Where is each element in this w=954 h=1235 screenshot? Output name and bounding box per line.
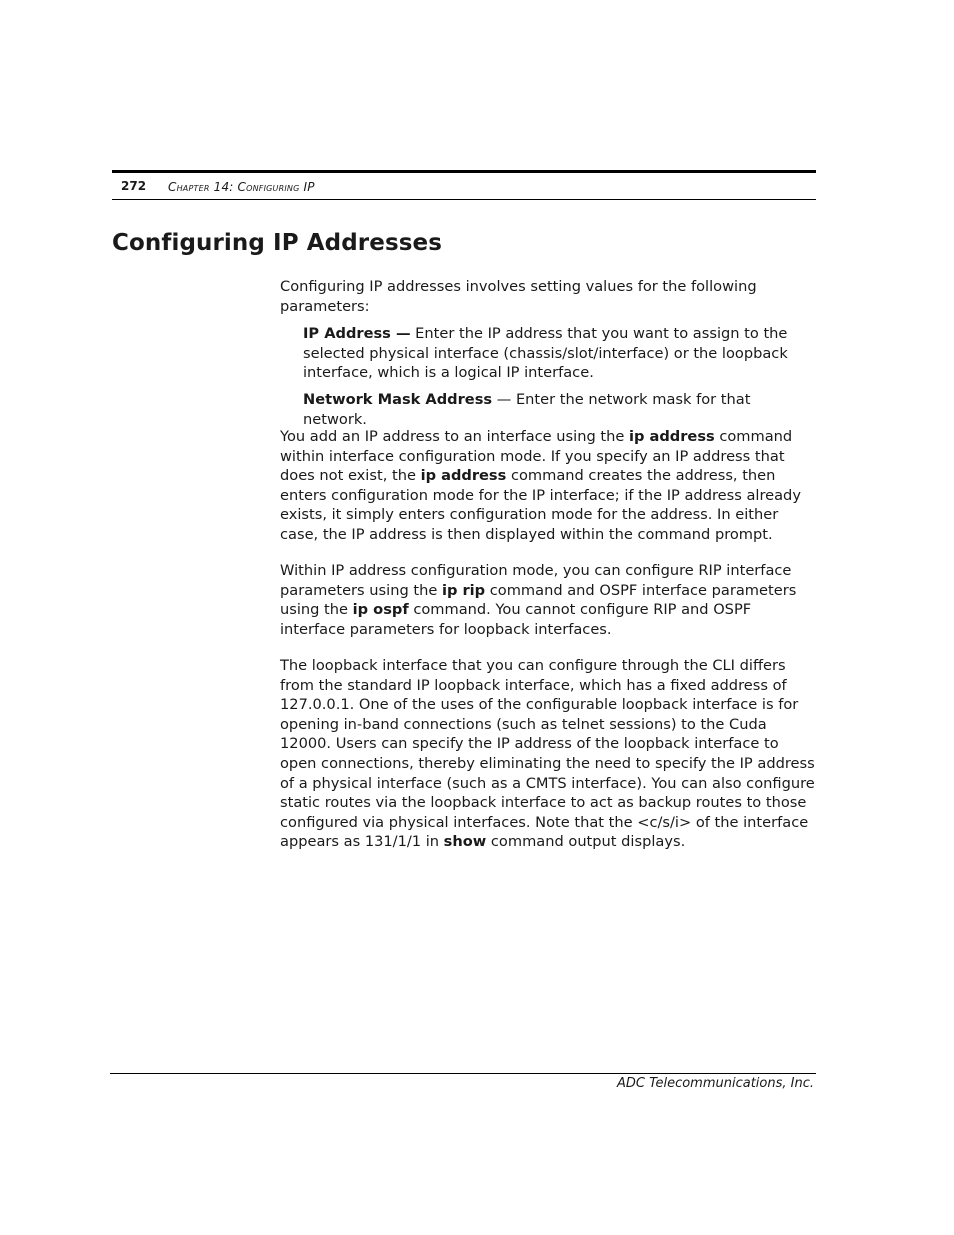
text-run: command output displays. xyxy=(486,833,686,851)
definition-description: Enter the IP address that you want to assign to the selected physical interface (chassis/slot/interface) or the loopback interface, which is a logical IP interface. xyxy=(303,325,788,382)
definition-network-mask xyxy=(303,390,816,429)
text-run: command creates the address, then enters configuration mode for the IP interface; if the IP address already exists, it simply enters configuration mode for the address. In either case, the IP address is then displayed within the command prompt. xyxy=(280,467,801,543)
running-head: Chapter 14: Configuring IP xyxy=(168,180,315,194)
command-name: ip ospf xyxy=(352,601,409,619)
command-name: ip address xyxy=(628,428,715,445)
definition-description: — Enter the network mask for that network. xyxy=(303,391,751,428)
text-run: command within interface configuration mode. If you specify an IP address that does not exist, the xyxy=(280,428,793,485)
footer-rule xyxy=(110,1073,816,1074)
paragraph-ip-address-command xyxy=(280,427,816,545)
text-run: command. You cannot configure RIP and OSPF interface parameters for loopback interfaces. xyxy=(280,601,752,638)
text-run: command and OSPF interface parameters using the xyxy=(280,581,797,619)
footer-publisher: ADC Telecommunications, Inc. xyxy=(617,1076,814,1091)
command-name: ip rip xyxy=(441,581,486,599)
intro-paragraph: Configuring IP addresses involves setting values for the following parameters: xyxy=(280,278,757,315)
text-run: You add an IP address to an interface using the xyxy=(280,428,629,445)
command-name: show xyxy=(443,833,487,851)
definition-term: IP Address — xyxy=(303,325,411,342)
paragraph-rip-ospf xyxy=(280,561,816,639)
text-run: The loopback interface that you can configure through the CLI differs from the standard IP loopback interface, which has a fixed address of 127.0.0.1. One of the uses of the configurable loopback interface is for opening in-band connections (such as telnet sessions) to the Cuda 12000. Users can specify the IP address of the loopback interface to open connections, thereby eliminating the need to specify the IP address of a physical interface (such as a CMTS interface). You can also configure static routes via the loopback interface to act as backup routes to those configured via physical interfaces. Note that the <c/s/i> of the interface appears as 131/1/1 in xyxy=(280,657,815,851)
definition-ip-address xyxy=(303,324,816,383)
text-run: Within IP address configuration mode, you can configure RIP interface parameters using the xyxy=(280,562,792,599)
definition-term: Network Mask Address xyxy=(303,391,493,408)
paragraph-loopback xyxy=(280,656,816,852)
page-number: 272 xyxy=(121,179,147,193)
page-header xyxy=(112,170,816,200)
section-title: Configuring IP Addresses xyxy=(112,230,443,256)
command-name: ip address xyxy=(420,467,507,485)
